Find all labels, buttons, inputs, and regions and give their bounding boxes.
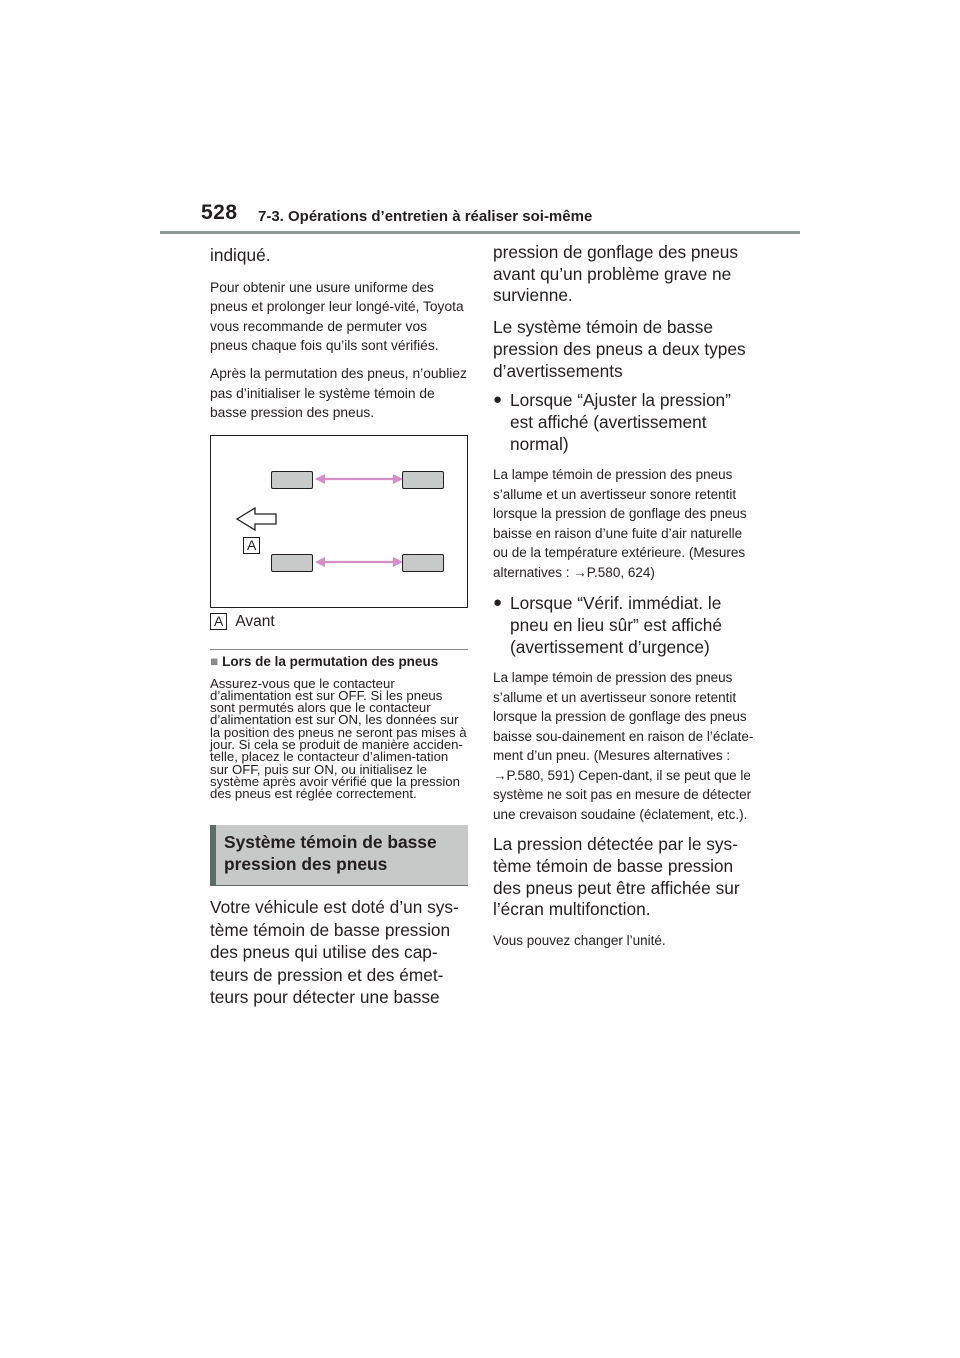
warning-types-paragraph: Le système témoin de basse pression des pneus a deux types d’avertissements [493, 317, 746, 381]
figure-label-a: A [243, 537, 260, 554]
caption-text: Avant [235, 612, 275, 630]
subsection-body: Assurez-vous que le contacteur d’alimentation est sur OFF. Si les pneus sont permutés alors que le contacteur d’alimentation est sur ON, les données sur la position des pneus ne seront pas mises à jour. Si cela se produit de manière acciden-telle, placez le contacteur d’alimen-tation sur OFF, puis sur ON, ou initialisez le système après avoir vérifié que la pression des pneus est réglée correctement. [210, 675, 467, 802]
bullet-normal-warning [493, 389, 755, 455]
bullet-dot-icon: ● [493, 594, 503, 612]
emergency-warning-description: La lampe témoin de pression des pneus s’allume et un avertisseur sonore retentit lorsque la pression de gonflage des pneus baisse sou-dainement en raison de l’éclate-ment d’un pneu. (Mesures alternatives : →P.580, 591) Cepen-dant, il se peut que le système ne soit pas en mesure de détecter une crevaison soudaine (éclatement, etc.). [493, 670, 754, 822]
swap-arrow-bottom [315, 557, 403, 567]
subsection-divider [210, 649, 468, 650]
continued-paragraph: pression de gonflage des pneus avant qu’un problème grave ne survienne. [493, 242, 739, 306]
swap-arrow-top [315, 474, 403, 484]
section-title: 7-3. Opérations d’entretien à réaliser soi-même [258, 208, 593, 225]
caption-label: A [210, 613, 227, 630]
subsection-heading-text: Lors de la permutation des pneus [222, 653, 439, 669]
figure-caption [210, 613, 468, 631]
bullet-normal-text: Lorsque “Ajuster la pression” est affiché (avertissement normal) [510, 390, 731, 455]
tire-rotation-figure [210, 435, 468, 608]
front-direction-arrow [237, 508, 276, 530]
bullet-dot-icon: ● [493, 391, 503, 409]
intro-word: indiqué. [210, 245, 271, 265]
initialize-paragraph: Après la permutation des pneus, n’oubliez pas d’initialiser le système témoin de basse pression des pneus. [210, 366, 467, 421]
tire-front-left [271, 471, 313, 489]
display-paragraph: La pression détectée par le sys-tème témoin de basse pression des pneus peut être affichée sur l’écran multifonction. [493, 834, 740, 920]
bullet-emergency-warning [493, 592, 755, 658]
section-box-rule [210, 885, 468, 887]
right-column [493, 242, 755, 950]
tire-rear-left [271, 554, 313, 572]
header-rule [160, 231, 800, 234]
unit-paragraph: Vous pouvez changer l’unité. [493, 933, 666, 949]
tire-front-right [402, 471, 444, 489]
tire-rotation-diagram [211, 436, 467, 607]
system-intro-paragraph: Votre véhicule est doté d’un sys-tème témoin de basse pression des pneus qui utilise des cap-teurs de pression et des émet-teurs pour détecter une basse [210, 897, 459, 1008]
normal-warning-description: La lampe témoin de pression des pneus s’allume et un avertisseur sonore retentit lorsque la pression de gonflage des pneus baisse en raison d’une fuite d’air naturelle ou de la température extérieure. (Mesures alternatives : →P.580, 624) [493, 467, 747, 580]
bullet-emergency-text: Lorsque “Vérif. immédiat. le pneu en lieu sûr” est affiché (avertissement d’urgence) [510, 593, 722, 658]
square-bullet-icon: ■ [210, 653, 219, 669]
subsection-heading [210, 655, 468, 669]
rotation-paragraph: Pour obtenir une usure uniforme des pneus et prolonger leur longé-vité, Toyota vous recommande de permuter vos pneus chaque fois qu’ils sont vérifiés. [210, 279, 464, 353]
left-column [210, 245, 468, 1009]
tire-rear-right [402, 554, 444, 572]
section-heading-box: Système témoin de basse pression des pneus [210, 825, 468, 885]
page-number: 528 [201, 201, 238, 224]
